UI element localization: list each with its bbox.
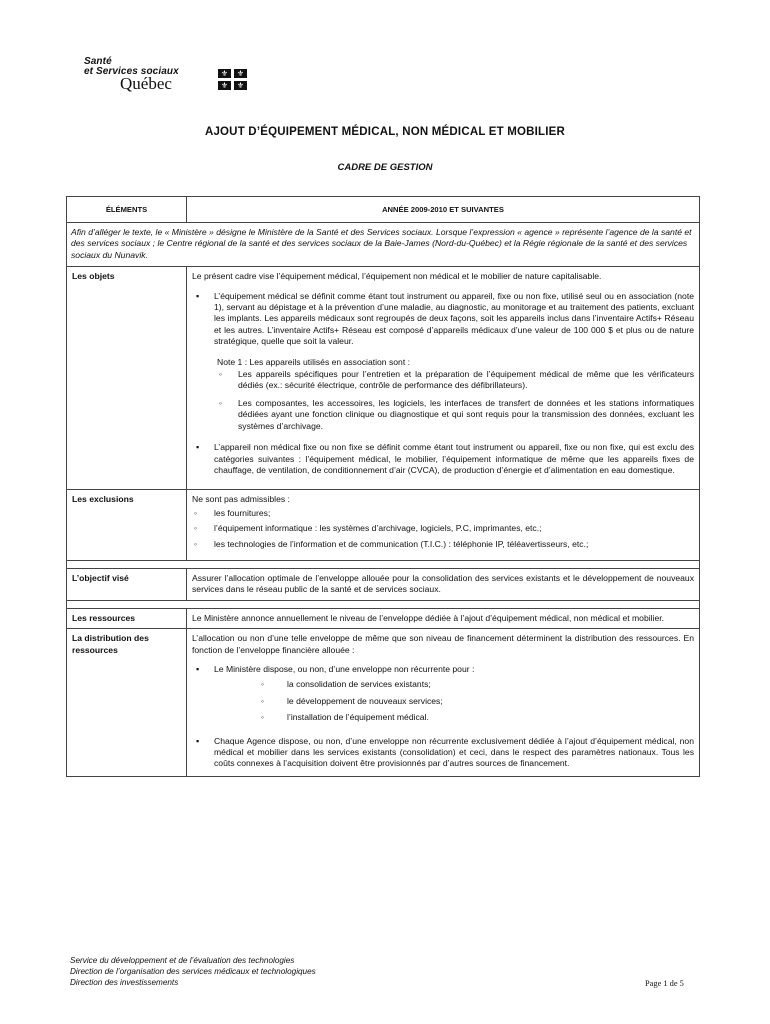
management-framework-table bbox=[66, 196, 700, 777]
content-distribution bbox=[187, 629, 700, 777]
logo-line-3: Québec bbox=[120, 74, 172, 93]
label-distribution: La distribution des ressources bbox=[67, 629, 187, 777]
quebec-logo bbox=[84, 57, 264, 97]
row-exclusions bbox=[67, 490, 700, 561]
footer bbox=[70, 955, 316, 988]
content-exclusions bbox=[187, 490, 700, 561]
header-year: ANNÉE 2009-2010 ET SUIVANTES bbox=[187, 197, 700, 223]
distribution-lead: L’allocation ou non d’une telle enveloppe de même que son niveau de financement déterminent la distribution des ressources. En fonction de l’enveloppe financière allouée : bbox=[192, 633, 694, 655]
content-objectif bbox=[187, 568, 700, 600]
exclusion-item: ◦ l’équipement informatique : les systèmes d’archivage, logiciels, P.C, imprimantes, etc.; bbox=[192, 523, 694, 534]
distribution-sub-item: ◦ l’installation de l’équipement médical. bbox=[192, 712, 694, 723]
exclusion-item: ◦ les technologies de l’information et de communication (T.I.C.) : téléphonie IP, téléavertisseurs, etc.; bbox=[192, 539, 694, 550]
objets-lead: Le présent cadre vise l’équipement médical, l’équipement non médical et le mobilier de nature capitalisable. bbox=[192, 271, 602, 282]
exclusion-item: ◦ les fournitures; bbox=[192, 508, 694, 519]
label-objets: Les objets bbox=[67, 267, 187, 490]
logo-line-2: et Services sociaux bbox=[84, 66, 179, 77]
table-header-row bbox=[67, 197, 700, 223]
label-exclusions: Les exclusions bbox=[67, 490, 187, 561]
document-title: AJOUT D’ÉQUIPEMENT MÉDICAL, NON MÉDICAL ET MOBILIER bbox=[204, 126, 566, 138]
row-ressources bbox=[67, 608, 700, 628]
spacer-row bbox=[67, 600, 700, 608]
intro-row bbox=[67, 223, 700, 267]
intro-text: Afin d’alléger le texte, le « Ministère » désigne le Ministère de la Santé et des Services sociaux. Lorsque l’expression « agence » représente l’agence de la santé et des services sociaux ; le Centre régional de la santé et des services sociaux de la Baie-James (Nord-du-Québec) et la Régie régionale de la santé et des services sociaux du Nunavik. bbox=[67, 223, 700, 267]
header-elements: ÉLÉMENTS bbox=[67, 197, 187, 223]
content-ressources bbox=[187, 608, 700, 628]
footer-line-2: Direction de l’organisation des services médicaux et technologiques bbox=[70, 967, 316, 976]
document-subtitle: CADRE DE GESTION bbox=[337, 162, 433, 173]
logo-line-1: Santé bbox=[84, 56, 112, 67]
row-objectif bbox=[67, 568, 700, 600]
objectif-text: Assurer l’allocation optimale de l’enveloppe allouée pour la consolidation des services existants et le développement de nouveaux services dans le réseau public de la santé et de services sociaux. bbox=[192, 572, 694, 595]
ressources-text: Le Ministère annonce annuellement le niveau de l’enveloppe dédiée à l’ajout d’équipement médical, non médical et mobilier. bbox=[192, 612, 665, 623]
distribution-sub-item: ◦ le développement de nouveaux services; bbox=[192, 696, 694, 707]
row-objets bbox=[67, 267, 700, 490]
distribution-bullet-2: ▪ Chaque Agence dispose, ou non, d’une enveloppe non récurrente exclusivement dédiée à l’ajout d’équipement médical, non médical et mobilier dans les services existants (consolidation) et ceci, dans le respect des paramètres nationaux. Tous les coûts connexes à l’acquisition doivent être provisionnés par d’autres sources de financement. bbox=[192, 736, 694, 770]
row-distribution bbox=[67, 629, 700, 777]
objets-note: Note 1 : Les appareils utilisés en association sont : bbox=[217, 356, 410, 367]
footer-line-3: Direction des investissements bbox=[70, 978, 179, 987]
label-ressources: Les ressources bbox=[67, 608, 187, 628]
objets-note-sub-2: ◦ Les composantes, les accessoires, les logiciels, les interfaces de transfert de données et les stations informatiques dédiées ayant une fonction clinique ou diagnostique et qui sont requis pour la transmission des données, excluant les systèmes d’archivage. bbox=[192, 398, 694, 432]
fleur-de-lis-flag-icon: ⚜ ⚜ ⚜ ⚜ bbox=[218, 69, 248, 91]
distribution-bullet-1: ▪ Le Ministère dispose, ou non, d’une enveloppe non récurrente pour : bbox=[192, 664, 694, 675]
footer-line-1: Service du développement et de l’évaluation des technologies bbox=[70, 956, 295, 965]
distribution-sub-item: ◦ la consolidation de services existants; bbox=[192, 679, 694, 690]
exclusions-lead: Ne sont pas admissibles : bbox=[192, 494, 290, 505]
spacer-row bbox=[67, 560, 700, 568]
objets-note-sub-1: ◦ Les appareils spécifiques pour l’entretien et la préparation de l’équipement médical de même que les vérificateurs dédiés (ex.: sécurité électrique, contrôle de performance des défibrillateurs). bbox=[192, 369, 694, 392]
content-objets bbox=[187, 267, 700, 490]
objets-bullet-1: ▪ L’équipement médical se définit comme étant tout instrument ou appareil, fixe ou non fixe, utilisé seul ou en association (note 1), servant au dépistage et à la prévention d’une maladie, au diagnostic, au monitorage et au traitement des patients, excluant les implants. Les appareils médicaux sont regroupés de deux façons, soit les appareils inclus dans l’inventaire Actifs+ Réseau et les autres. L’inventaire Actifs+ Réseau est composé d’appareils médicaux d’une valeur de 100 000 $ et plus ou de nature stratégique, quelle que soit la valeur. bbox=[192, 291, 694, 348]
objets-bullet-2: ▪ L’appareil non médical fixe ou non fixe se définit comme étant tout instrument ou appareil, fixe ou non fixe, qui est exclu des catégories suivantes : l’équipement médical, le mobilier, l’équipement informatique de même que les appareils fixes de chauffage, de ventilation, de conditionnement d’air (CVCA), de production d’énergie et d’alimentation en eau domestique. bbox=[192, 442, 694, 476]
page-number: Page 1 de 5 bbox=[645, 979, 684, 988]
label-objectif: L’objectif visé bbox=[67, 568, 187, 600]
